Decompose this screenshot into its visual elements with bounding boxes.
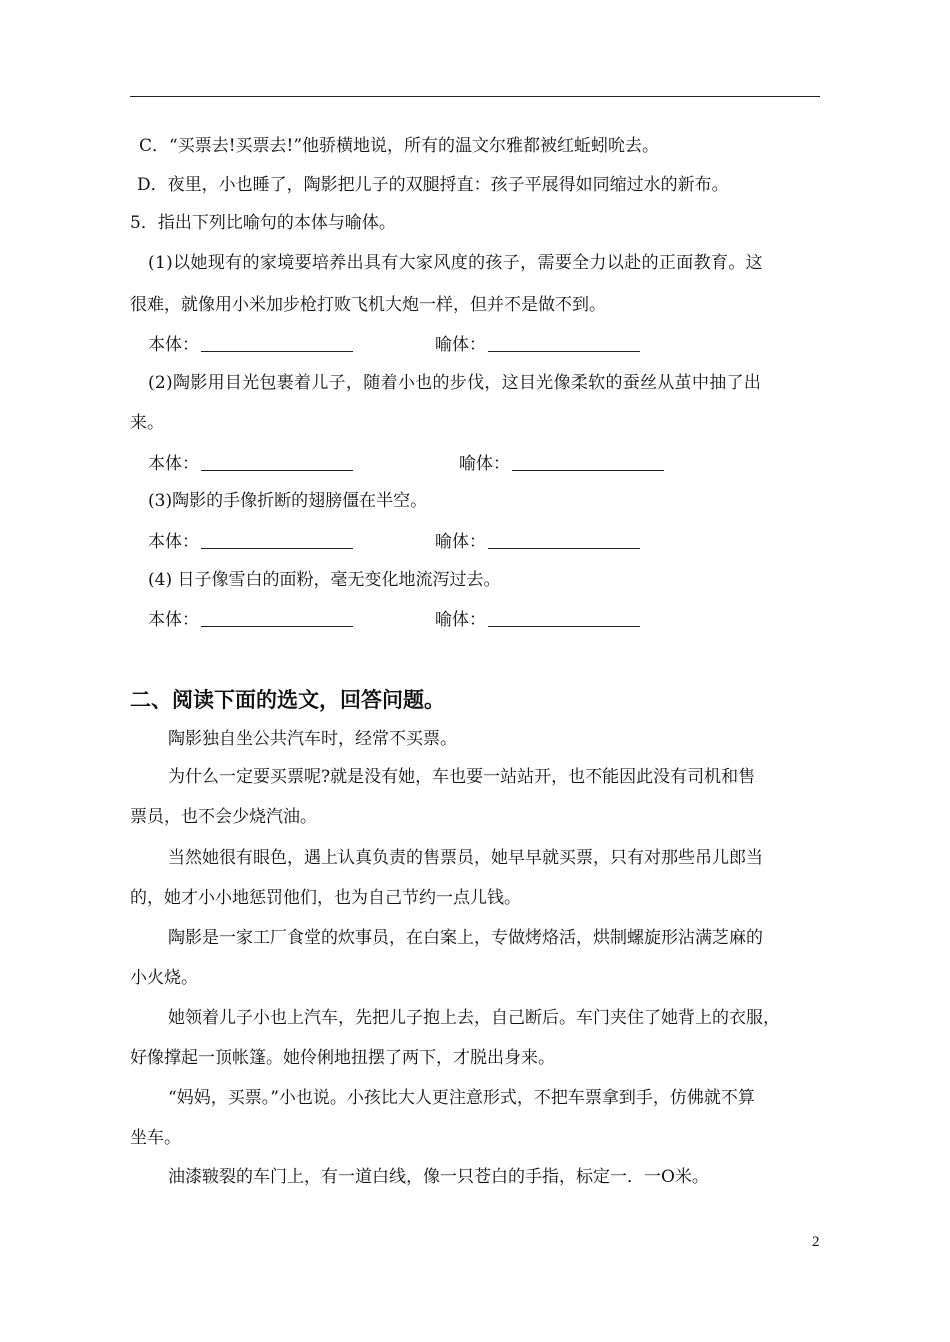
passage-line-11: 坐车。 (130, 1128, 181, 1148)
q5-item-2-line1: (2)陶影用目光包裹着儿子，随着小也的步伐，这目光像柔软的蚕丝从茧中抽了出 (148, 373, 762, 393)
q5-item-2-line2: 来。 (130, 413, 164, 433)
q5-item-1-yu (435, 334, 640, 355)
ben-answer-blank[interactable] (201, 334, 353, 352)
passage-line-5: 的，她才小小地惩罚他们，也为自己节约一点儿钱。 (130, 888, 521, 908)
yu-answer-blank[interactable] (488, 531, 640, 549)
yu-label: 喻体： (435, 610, 486, 630)
ben-label: 本体： (148, 335, 199, 355)
passage-line-8: 她领着儿子小也上汽车，先把儿子抱上去，自己断后。车门夹住了她背上的衣服， (168, 1008, 780, 1028)
q5-item-2-yu (459, 453, 664, 474)
passage-line-10: “妈妈，买票。”小也说。小孩比大人更注意形式，不把车票拿到手，仿佛就不算 (168, 1088, 755, 1108)
option-d: D．夜里，小也睡了，陶影把儿子的双腿捋直：孩子平展得如同缩过水的新布。 (137, 175, 729, 195)
q5-item-1-line1: (1)以她现有的家境要培养出具有大家风度的孩子，需要全力以赴的正面教育。这 (148, 253, 764, 273)
ben-answer-blank[interactable] (201, 453, 353, 471)
yu-label: 喻体： (435, 335, 486, 355)
q5-item-1-line2: 很难，就像用小米加步枪打败飞机大炮一样，但并不是做不到。 (130, 295, 606, 315)
ben-answer-blank[interactable] (201, 609, 353, 627)
ben-label: 本体： (148, 454, 199, 474)
page-number: 2 (812, 1234, 820, 1250)
passage-line-7: 小火烧。 (130, 968, 198, 988)
q5-item-3-line1: (3)陶影的手像折断的翅膀僵在半空。 (148, 491, 428, 511)
passage-line-12: 油漆皲裂的车门上，有一道白线，像一只苍白的手指，标定一．一O米。 (168, 1167, 709, 1187)
q5-item-4-yu (435, 609, 640, 630)
q5-item-3-ben (148, 531, 353, 552)
yu-answer-blank[interactable] (512, 453, 664, 471)
passage-line-1: 陶影独自坐公共汽车时，经常不买票。 (168, 729, 457, 749)
q5-item-2-ben (148, 453, 353, 474)
yu-label: 喻体： (459, 454, 510, 474)
passage-line-3: 票员，也不会少烧汽油。 (130, 807, 317, 827)
ben-label: 本体： (148, 532, 199, 552)
ben-answer-blank[interactable] (201, 531, 353, 549)
yu-answer-blank[interactable] (488, 334, 640, 352)
q5-item-1-ben (148, 334, 353, 355)
passage-line-4: 当然她很有眼色，遇上认真负责的售票员，她早早就买票，只有对那些吊儿郎当 (168, 848, 763, 868)
passage-line-6: 陶影是一家工厂食堂的炊事员，在白案上，专做烤烙活，烘制螺旋形沾满芝麻的 (168, 928, 763, 948)
ben-label: 本体： (148, 610, 199, 630)
q5-item-3-yu (435, 531, 640, 552)
q5-item-4-line1: (4) 日子像雪白的面粉，毫无变化地流泻过去。 (148, 570, 501, 590)
yu-answer-blank[interactable] (488, 609, 640, 627)
option-c: C．“买票去!买票去!”他骄横地说，所有的温文尔雅都被红蚯蚓吮去。 (139, 136, 660, 156)
section-2-heading: 二、阅读下面的选文，回答问题。 (130, 688, 445, 712)
question-5-title: 5．指出下列比喻句的本体与喻体。 (130, 213, 396, 233)
yu-label: 喻体： (435, 532, 486, 552)
passage-line-2: 为什么一定要买票呢?就是没有她，车也要一站站开，也不能因此没有司机和售 (168, 767, 756, 787)
q5-item-4-ben (148, 609, 353, 630)
passage-line-9: 好像撑起一顶帐篷。她伶俐地扭摆了两下，才脱出身来。 (130, 1048, 555, 1068)
header-rule (130, 96, 820, 97)
